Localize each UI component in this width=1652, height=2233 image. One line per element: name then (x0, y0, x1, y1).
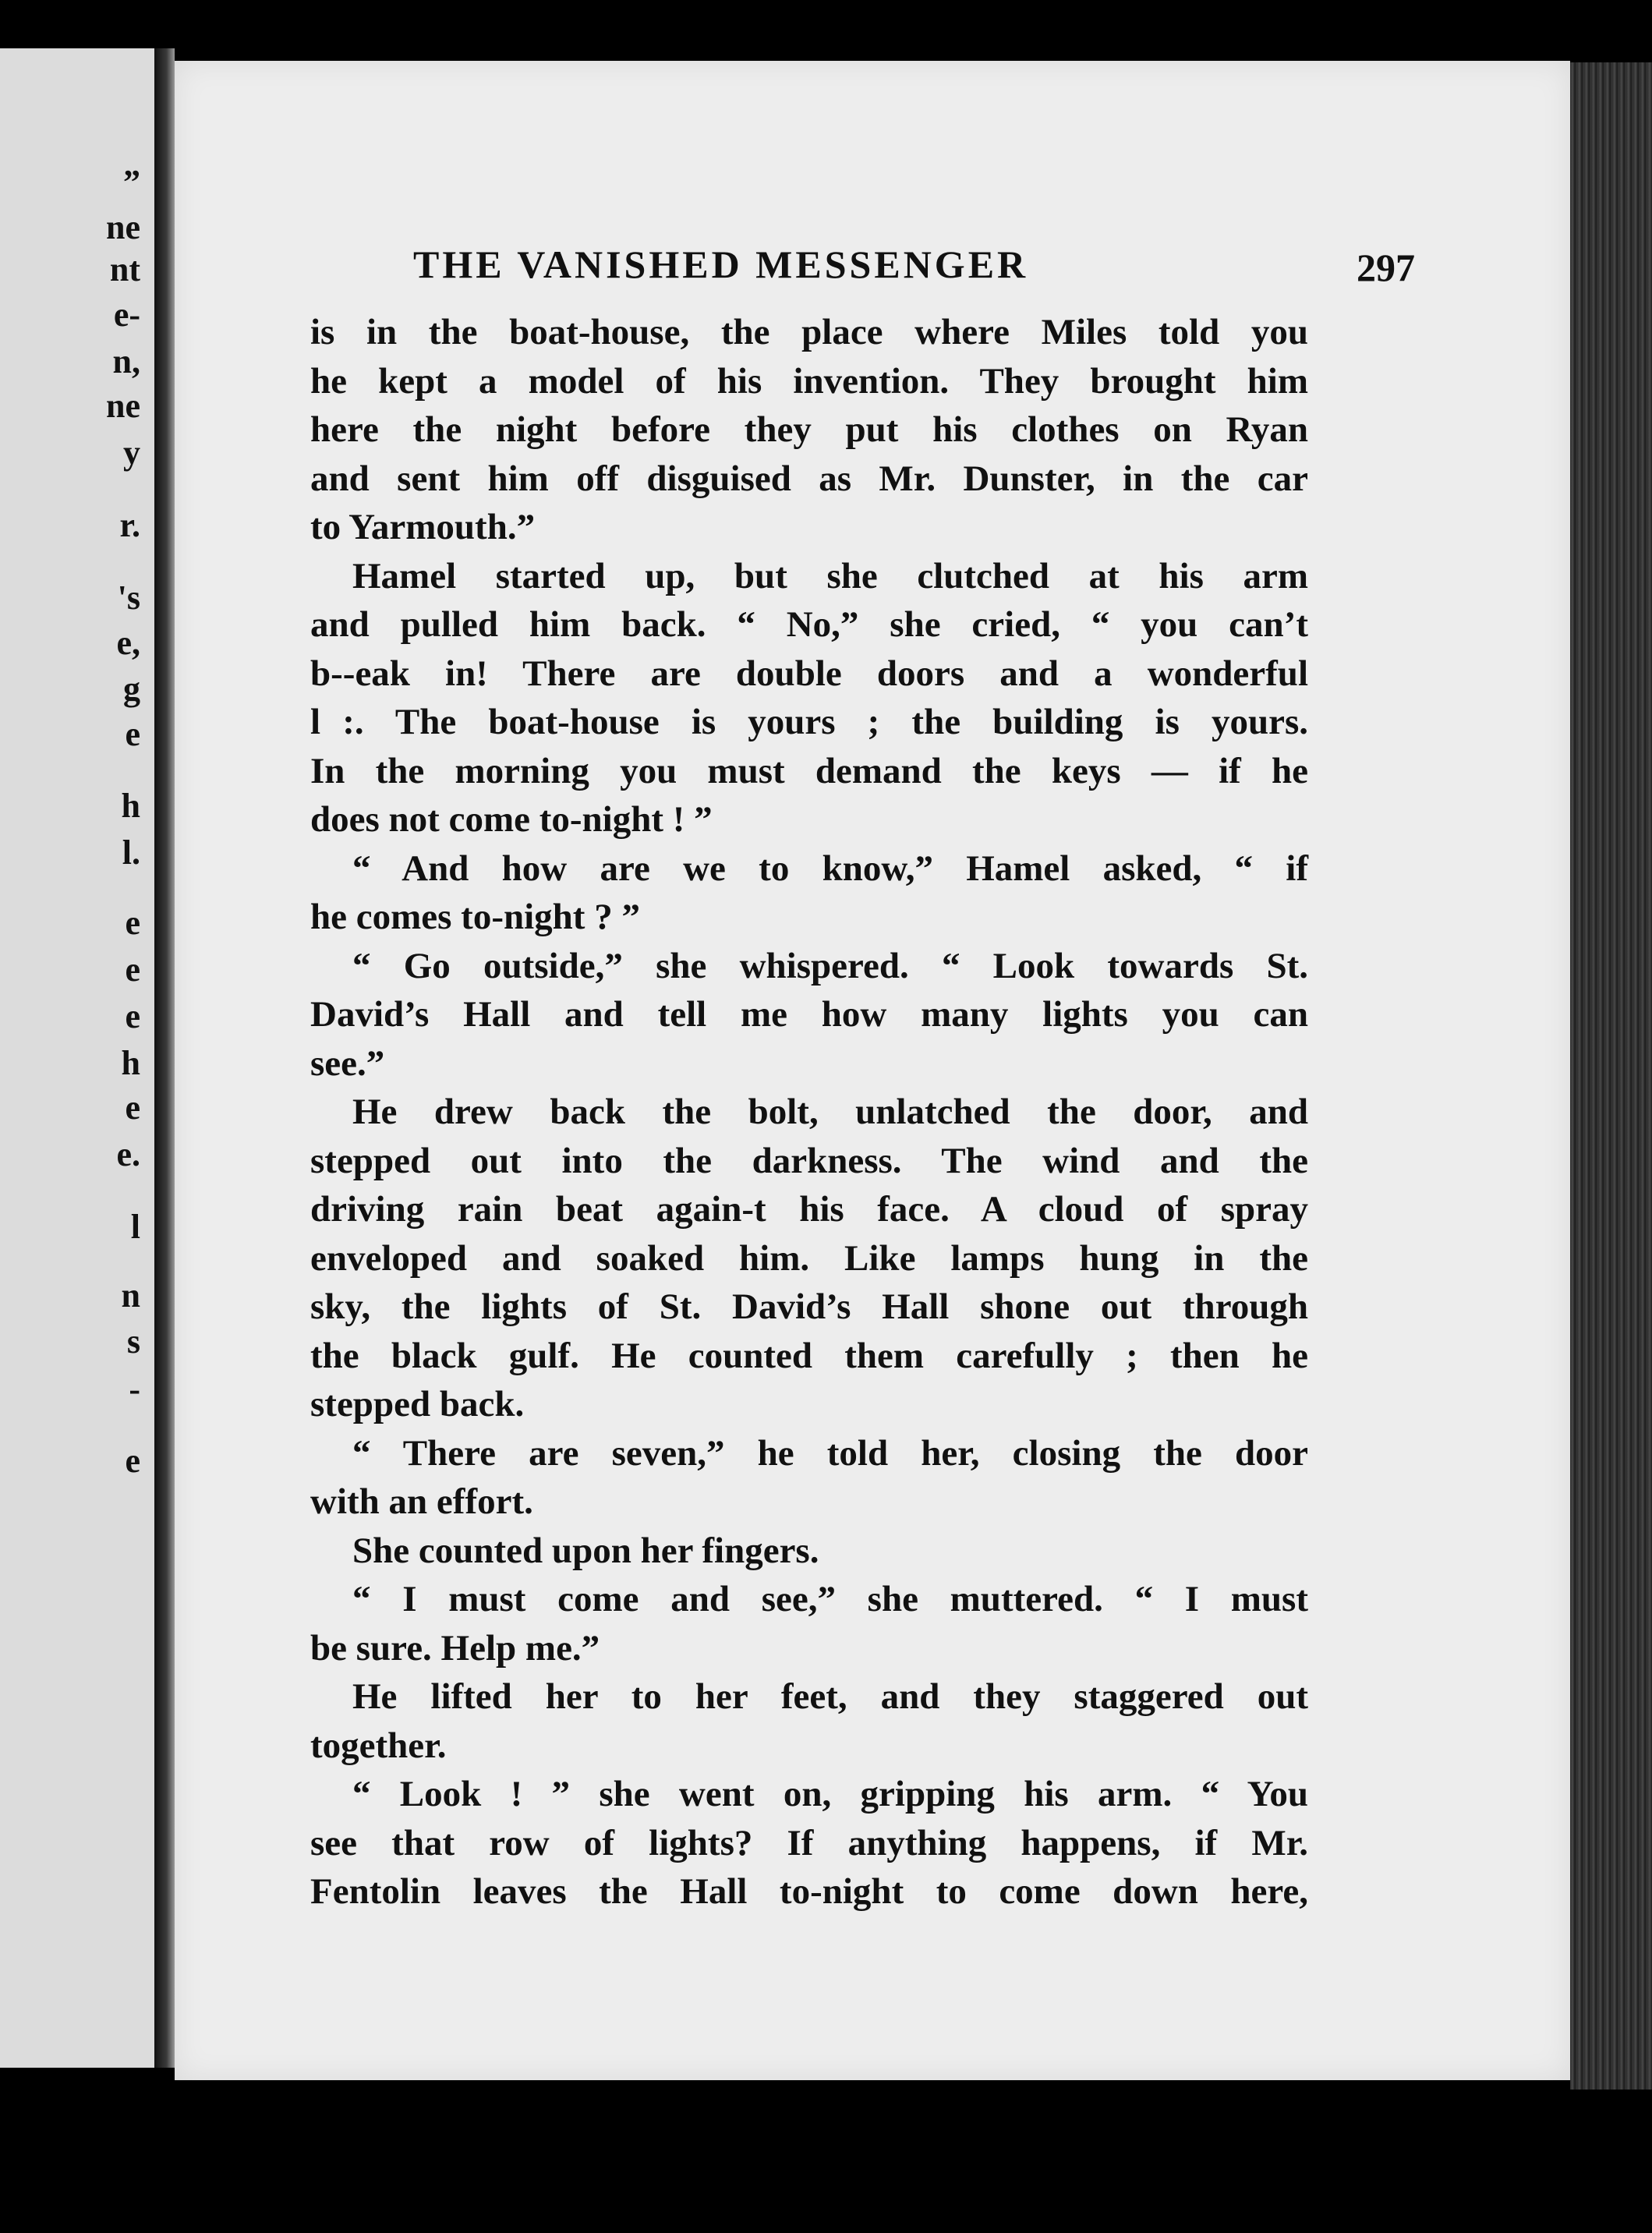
facing-page-text-fragment: e (125, 1088, 140, 1127)
facing-page-text-fragment: 's (117, 579, 140, 617)
facing-page-text-fragment: ne (106, 387, 140, 425)
text-line: to Yarmouth.” (310, 507, 536, 547)
text-line: and pulled him back. “ No,” she cried, “ you can’t (310, 604, 1308, 645)
text-line: stepped out into the darkness. The wind and the (310, 1140, 1308, 1181)
text-line: together. (310, 1725, 447, 1766)
text-line: “ And how are we to know,” Hamel asked, “ if (352, 848, 1308, 889)
facing-page-text-fragment: nt (109, 250, 140, 288)
facing-page-text-fragment: l (130, 1208, 140, 1246)
running-head: THE VANISHED MESSENGER (413, 242, 1029, 286)
text-line: He drew back the bolt, unlatched the door, and (352, 1092, 1308, 1132)
text-line: driving rain beat again‑t his face. A cloud of spray (310, 1189, 1308, 1230)
facing-page-text-fragment: e (125, 904, 140, 942)
facing-page-text-fragment: e (125, 715, 140, 753)
text-line: is in the boat-house, the place where Miles told you (310, 312, 1308, 352)
text-line: he kept a model of his invention. They brought him (310, 360, 1308, 402)
facing-page-text-fragment: n, (112, 342, 140, 380)
text-line: with an effort. (310, 1481, 533, 1522)
text-line: Hamel started up, but she clutched at his arm (352, 555, 1308, 596)
facing-page-text-fragment: e (125, 950, 140, 989)
text-line: “ There are seven,” he told her, closing the door (352, 1432, 1308, 1474)
body-text (310, 308, 1308, 1916)
text-line: here the night before they put his clothes on Ryan (310, 409, 1308, 450)
facing-page-fragment (0, 48, 157, 2068)
text-line: see that row of lights? If anything happens, if Mr. (310, 1822, 1308, 1863)
text-line: He lifted her to her feet, and they staggered out (352, 1676, 1308, 1717)
text-line: see.” (310, 1042, 385, 1084)
text-line: he comes to-night ? ” (310, 897, 640, 937)
facing-page-text-fragment: e. (116, 1135, 140, 1173)
text-line: l :. The boat-house is yours ; the building is yours. (310, 702, 1308, 742)
text-line: “ I must come and see,” she muttered. “ I must (352, 1579, 1308, 1619)
facing-page-text-fragment: l. (122, 833, 140, 872)
facing-page-text-fragment: - (129, 1370, 140, 1408)
book-fore-edge (1570, 62, 1652, 2090)
facing-page-text-fragment: s (126, 1322, 140, 1361)
facing-page-text-fragment: y (123, 434, 140, 472)
text-line: “ Go outside,” she whispered. “ Look towards St. (352, 945, 1308, 986)
facing-page-text-fragment: e, (116, 624, 140, 662)
text-line: and sent him off disguised as Mr. Dunster, in the car (310, 458, 1308, 499)
facing-page-text-fragment: h (121, 1044, 140, 1082)
text-line: the black gulf. He counted them carefully ; then he (310, 1335, 1308, 1376)
text-line: does not come to-night ! ” (310, 799, 713, 840)
facing-page-text-fragment: ne (106, 208, 140, 246)
page-number: 297 (1357, 246, 1415, 289)
facing-page-text-fragment: e (125, 997, 140, 1035)
facing-page-text-fragment: e (125, 1442, 140, 1480)
text-line: enveloped and soaked him. Like lamps hung in the (310, 1237, 1308, 1279)
book-gutter (154, 48, 175, 2068)
facing-page-text-fragment: h (121, 787, 140, 825)
facing-page-text-fragment: n (121, 1276, 140, 1315)
text-line: Fentolin leaves the Hall to-night to come down here, (310, 1871, 1308, 1912)
text-line: In the morning you must demand the keys — if he (310, 750, 1308, 791)
facing-page-text-fragment: ” (123, 163, 140, 201)
text-line: sky, the lights of St. David’s Hall shone out through (310, 1286, 1308, 1327)
text-line: b‑‑eak in! There are double doors and a wonderful (310, 653, 1308, 694)
facing-page-text-fragment: e- (113, 295, 140, 334)
facing-page-text-fragment: r. (119, 506, 140, 544)
text-line: David’s Hall and tell me how many lights you can (310, 994, 1308, 1035)
text-line: be sure. Help me.” (310, 1627, 600, 1669)
text-line: “ Look ! ” she went on, gripping his arm. “ You (352, 1774, 1308, 1814)
text-line: She counted upon her fingers. (352, 1530, 819, 1571)
text-line: stepped back. (310, 1384, 525, 1424)
facing-page-text-fragment: g (123, 670, 140, 708)
